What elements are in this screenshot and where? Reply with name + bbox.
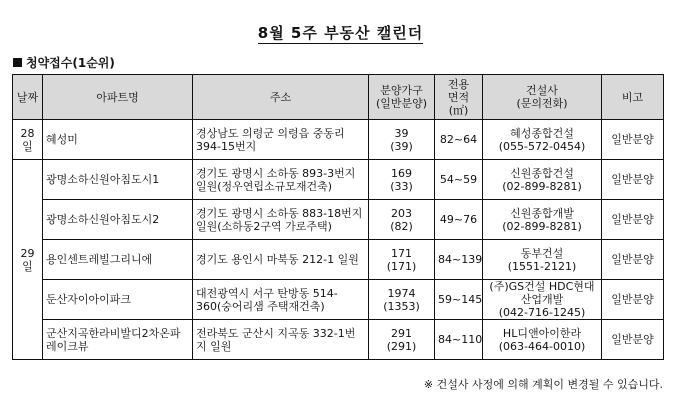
area-cell: 54~59 [435,160,483,200]
builder-cell [483,200,602,240]
apartment-cell: 혜성미 [43,120,193,160]
note-cell: 일반분양 [602,240,664,280]
area-cell: 82~64 [435,120,483,160]
page-title-text: 8월 5주 부동산 캘린더 [257,24,424,42]
units-total: 171 [391,246,412,260]
header-area-line3: (㎡) [448,103,469,117]
page-title [0,22,681,43]
apartment-cell: 군산지곡한라비발디2차온파레이크뷰 [43,320,193,360]
section-heading [13,54,115,71]
units-total: 203 [391,206,412,220]
header-date: 날짜 [13,75,43,120]
units-general: (1353) [383,299,420,313]
builder-cell [483,280,602,320]
units-cell [369,320,435,360]
builder-phone: (055-572-0454) [498,139,586,153]
header-apartment: 아파트명 [43,75,193,120]
units-total: 39 [394,126,409,140]
header-builder-line1: 건설사 [526,84,558,97]
header-area [435,75,483,120]
table-row [13,320,664,360]
table-row [13,280,664,320]
note-cell: 일반분양 [602,120,664,160]
address-cell: 대전광역시 서구 탄방동 514-360(숭어리샘 주택재건축) [193,280,369,320]
units-total: 1974 [387,286,416,300]
header-area-line1: 전용 [447,77,470,91]
units-general: (82) [390,219,413,233]
header-units [369,75,435,120]
units-general: (291) [386,339,417,353]
units-general: (171) [386,259,417,273]
area-cell: 59~145 [435,280,483,320]
builder-cell [483,320,602,360]
builder-phone: (042-716-1245) [498,306,586,319]
builder-name: 신원종합건설 [510,166,574,180]
builder-name: 신원종합개발 [510,206,574,220]
address-cell: 전라북도 군산시 지곡동 332-1번지 일원 [193,320,369,360]
date-cell: 28일 [13,120,43,160]
builder-phone: (063-464-0010) [498,339,586,353]
units-cell [369,120,435,160]
apartment-cell: 용인센트레빌그리니에 [43,240,193,280]
builder-cell [483,120,602,160]
builder-name: 동부건설 [520,246,564,260]
header-units-line1: 분양가구 [380,84,423,97]
header-note: 비고 [602,75,664,120]
header-builder [483,75,602,120]
apartment-cell: 광명소하신원아침도시2 [43,200,193,240]
header-address: 주소 [193,75,369,120]
note-cell: 일반분양 [602,200,664,240]
units-cell [369,240,435,280]
address-cell: 경기도 광명시 소하동 883-18번지 일원(소하동2구역 가로주택) [193,200,369,240]
builder-name: (주)GS건설 HDC현대 산업개발 [489,280,595,306]
area-cell: 84~110 [435,320,483,360]
builder-phone: (02-899-8281) [502,179,582,193]
apartment-cell: 둔산자이아이파크 [43,280,193,320]
units-total: 291 [391,326,412,340]
table-row [13,120,664,160]
builder-name: 혜성종합건설 [510,126,574,140]
builder-phone: (02-899-8281) [502,219,582,233]
header-units-line2: (일반분양) [375,97,428,110]
table-row [13,240,664,280]
area-cell: 84~139 [435,240,483,280]
note-cell: 일반분양 [602,320,664,360]
note-cell: 일반분양 [602,160,664,200]
note-cell: 일반분양 [602,280,664,320]
builder-phone: (1551-2121) [507,259,577,273]
date-cell: 29일 [13,160,43,360]
builder-name: HL디앤아이한라 [502,326,582,340]
apartment-cell: 광명소하신원아침도시1 [43,160,193,200]
address-cell: 경기도 광명시 소하동 893-3번지 일원(정우연립소규모재건축) [193,160,369,200]
address-cell: 경상남도 의령군 의령읍 중동리 394-15번지 [193,120,369,160]
footnote: ※ 건설사 사정에 의해 계획이 변경될 수 있습니다. [423,378,663,391]
units-cell [369,280,435,320]
builder-cell [483,160,602,200]
header-area-line2: 면적 [447,90,470,104]
calendar-table [12,74,664,360]
header-builder-line2: (문의전화) [516,97,568,110]
units-total: 169 [391,166,412,180]
units-general: (39) [390,139,413,153]
table-header-row [13,75,664,120]
units-cell [369,200,435,240]
units-general: (33) [390,179,413,193]
area-cell: 49~76 [435,200,483,240]
builder-cell [483,240,602,280]
table-row [13,200,664,240]
section-heading-text: 청약접수(1순위) [26,56,115,70]
address-cell: 경기도 용인시 마북동 212-1 일원 [193,240,369,280]
table-row [13,160,664,200]
square-bullet-icon [13,58,22,67]
units-cell [369,160,435,200]
